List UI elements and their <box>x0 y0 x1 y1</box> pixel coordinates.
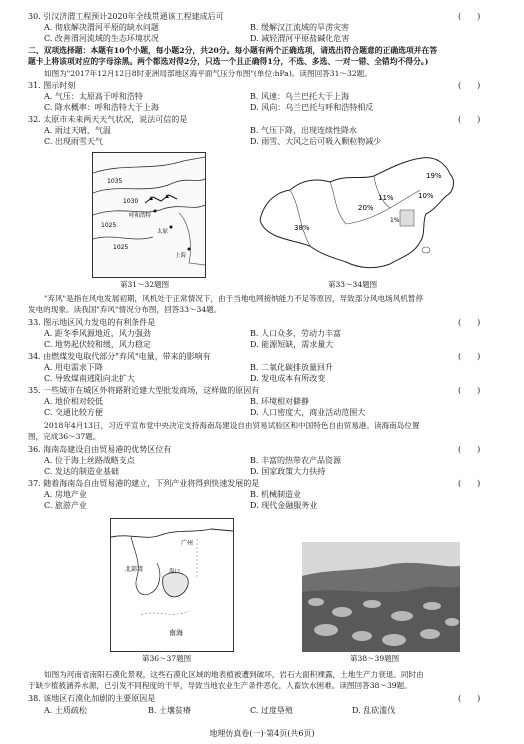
figure-caption-31-32: 第31～32题图 <box>120 280 170 289</box>
q35-option-b: B. 环境相对僻静 <box>250 397 309 406</box>
q30-option-b: B. 缓解汉江流域的旱涝灾害 <box>250 23 349 32</box>
figure-caption-38-39: 第38～39题图 <box>350 654 400 663</box>
q34-paren: ( ) <box>458 352 481 361</box>
rocky-desertification-photo <box>302 542 460 652</box>
q37-option-d: D. 现代金融服务业 <box>250 501 318 510</box>
q31-stem: 31. 图示时刻 <box>28 81 76 90</box>
q33-paren: ( ) <box>458 318 481 327</box>
q31-option-a: A. 气压：太原高于呼和浩特 <box>44 92 143 101</box>
rate-label-hebei: 1% <box>390 217 400 224</box>
q38-paren: ( ) <box>458 694 481 703</box>
q33-option-d: D. 能源短缺，需求量大 <box>250 340 334 349</box>
figure-caption-36-37: 第36～37题图 <box>142 654 192 663</box>
map-label-south-china-sea: 南海 <box>169 629 183 637</box>
q30-stem: 30. 引汉济渭工程预计2020年全线贯通该工程建成后可 <box>28 12 224 21</box>
q30-option-a: A. 彻底解决渭河平原的缺水问题 <box>44 23 159 32</box>
curtailment-map-figure <box>250 150 464 278</box>
q37-stem: 37. 随着海南岛自由贸易港的建立，下列产业将得到快速发展的是 <box>28 479 260 488</box>
city-label-shanghai: 上海 <box>175 253 187 259</box>
map-label-haikou: 海口 <box>169 569 181 575</box>
q36-option-c: C. 发达的制造业基础 <box>44 467 119 476</box>
q36-option-a: A. 位于海上丝路战略支点 <box>44 456 135 465</box>
isobar-label-1025: 1025 <box>101 222 117 229</box>
q35-paren: ( ) <box>458 386 481 395</box>
q34-stem: 34. 由燃煤发电取代部分"弃风"电量，带来的影响有 <box>28 352 211 361</box>
q36-option-d: D. 国家政策大力扶持 <box>250 467 326 476</box>
hainan-map-figure <box>110 518 234 652</box>
q36-paren: ( ) <box>458 445 481 454</box>
q34-option-c: C. 导致煤南逃阻向北扩大 <box>44 374 135 383</box>
q37-paren: ( ) <box>458 479 481 488</box>
rate-label-xinjiang: 38% <box>294 224 310 232</box>
q33-option-b: B. 人口众多，劳动力丰富 <box>250 329 341 338</box>
q38-stem: 38. 该地区石漠化加剧的主要原因是 <box>28 694 156 703</box>
rate-label-gansu: 20% <box>358 204 374 212</box>
hainan-map <box>111 519 233 651</box>
q33-option-a: A. 距冬季风源地近，风力强劲 <box>44 329 151 338</box>
q32-stem: 32. 太原市未来两天天气状况，说法可信的是 <box>28 115 188 124</box>
q35-stem: 35. 一些城市在城区外将路附近建大型批发商场，这样做的原因有 <box>28 386 260 395</box>
q38-option-b: B. 土壤贫瘠 <box>148 706 191 715</box>
rate-label-heilongjiang: 19% <box>426 172 442 180</box>
city-label-taiyuan: 太原 <box>157 229 169 235</box>
q35-option-d: D. 人口密度大，商业活动范围大 <box>250 408 366 417</box>
q32-option-a: A. 雨过天晴，气温 <box>44 126 111 135</box>
map-label-beibu-gulf: 北部湾 <box>125 566 144 573</box>
q37-option-b: B. 机械制造业 <box>250 490 301 499</box>
q34-option-a: A. 用电需求下降 <box>44 363 103 372</box>
isobar-label-1025b: 1025 <box>113 244 129 251</box>
q32-option-d: D. 雨雪、大风之后可吸入颗粒物减少 <box>250 137 382 146</box>
isobar-label-1030: 1030 <box>123 198 139 205</box>
intro-36-37-line1: 2018年4月13日，习近平宣布党中央决定支持海南岛建设自由贸易试验区和中国特色自由贸易港。读海南岛位置 <box>44 421 420 430</box>
figure-caption-33-34: 第33～34题图 <box>328 280 378 289</box>
intro-31-32: 如图为"2017年12月12日8时亚洲局部地区海平面气压分布图"(单位:hPa)。读图回答31～32题。 <box>44 69 372 78</box>
q32-option-c: C. 出现雨雪天气 <box>44 137 103 146</box>
rocky-photo-illustration <box>302 542 460 652</box>
intro-33-34-line1: "弃风"是指在风电发展初期，风机处于正常情况下，由于当地电网接纳能力不足等原因，导致部分风电场风机暂停 <box>44 294 424 303</box>
q38-option-d: D. 乱砍滥伐 <box>352 706 396 715</box>
map-label-guangzhou: 广州 <box>181 540 194 547</box>
q38-option-a: A. 土质疏松 <box>44 706 87 715</box>
q33-stem: 33. 图示地区风力发电的有利条件是 <box>28 318 156 327</box>
intro-38-39-line2: 于缺少植被涵养水源，已引发不同程度的干旱，导致当地农业生产条件恶化，人畜饮水困难。读图回答38～39题。 <box>28 681 412 690</box>
section2-heading-line1: 二、双项选择题：本题有10个小题，每小题2分，共20分。每小题有两个正确选项，请选出符合题意的正确选项并在答 <box>28 46 438 55</box>
intro-38-39-line1: 如图为河南省南阳石漠化景观，这些石漠化区域的地表植被遭到破坏，岩石大面积裸露，土地生产力衰退。同时由 <box>44 670 424 679</box>
intro-33-34-line2: 发电的现象。读我国"弃风"情况分布图，回答33～34题。 <box>28 305 222 314</box>
q37-option-c: C. 旅游产业 <box>44 501 87 510</box>
q31-option-b: B. 风速：乌兰巴托大于上海 <box>250 92 349 101</box>
q30-option-c: C. 改善渭河流域的生态环境状况 <box>44 34 159 43</box>
rate-label-inner-mongolia: 11% <box>378 194 394 202</box>
q36-stem: 36. 海南岛建设自由贸易港的优势区位有 <box>28 445 172 454</box>
q30-paren: ( ) <box>458 12 481 21</box>
q30-option-d: D. 减轻渭河平原盐碱化危害 <box>250 34 350 43</box>
q33-option-c: C. 地势起伏较和缓，风力稳定 <box>44 340 151 349</box>
isobar-map-figure <box>92 152 206 278</box>
q37-option-a: A. 房地产业 <box>44 490 87 499</box>
section2-heading-line2: 题卡上将该项对应的字母涂黑。两个都选对得2分，只选一个且正确得1分，不选、多选、一对一错、全错均不得分。) <box>28 57 429 66</box>
q31-option-c: C. 降水概率：呼和浩特大于上海 <box>44 103 159 112</box>
q31-paren: ( ) <box>458 81 481 90</box>
q36-option-b: B. 丰富的热带农产品资源 <box>250 456 341 465</box>
page-footer: 地理仿真卷(一)·第4页(共6页) <box>209 729 315 738</box>
q38-option-c: C. 过度垦殖 <box>250 706 293 715</box>
intro-36-37-line2: 图，完成36～37题。 <box>28 432 101 441</box>
q31-option-d: D. 风向：乌兰巴托与呼和浩特相反 <box>250 103 374 112</box>
rate-label-jilin: 10% <box>418 192 434 200</box>
isobar-map <box>93 153 205 277</box>
city-label-hohhot: 呼和浩特 <box>129 213 152 219</box>
q32-option-b: B. 气压下降，出现连续性降水 <box>250 126 357 135</box>
q34-option-d: D. 发电成本有所改变 <box>250 374 326 383</box>
q35-option-a: A. 地价相对较低 <box>44 397 103 406</box>
curtailment-map <box>250 150 464 278</box>
q32-paren: ( ) <box>458 115 481 124</box>
q34-option-b: B. 二氧化碳排放量回升 <box>250 363 333 372</box>
isobar-label-1035: 1035 <box>107 178 123 185</box>
q35-option-c: C. 交通比较方便 <box>44 408 103 417</box>
